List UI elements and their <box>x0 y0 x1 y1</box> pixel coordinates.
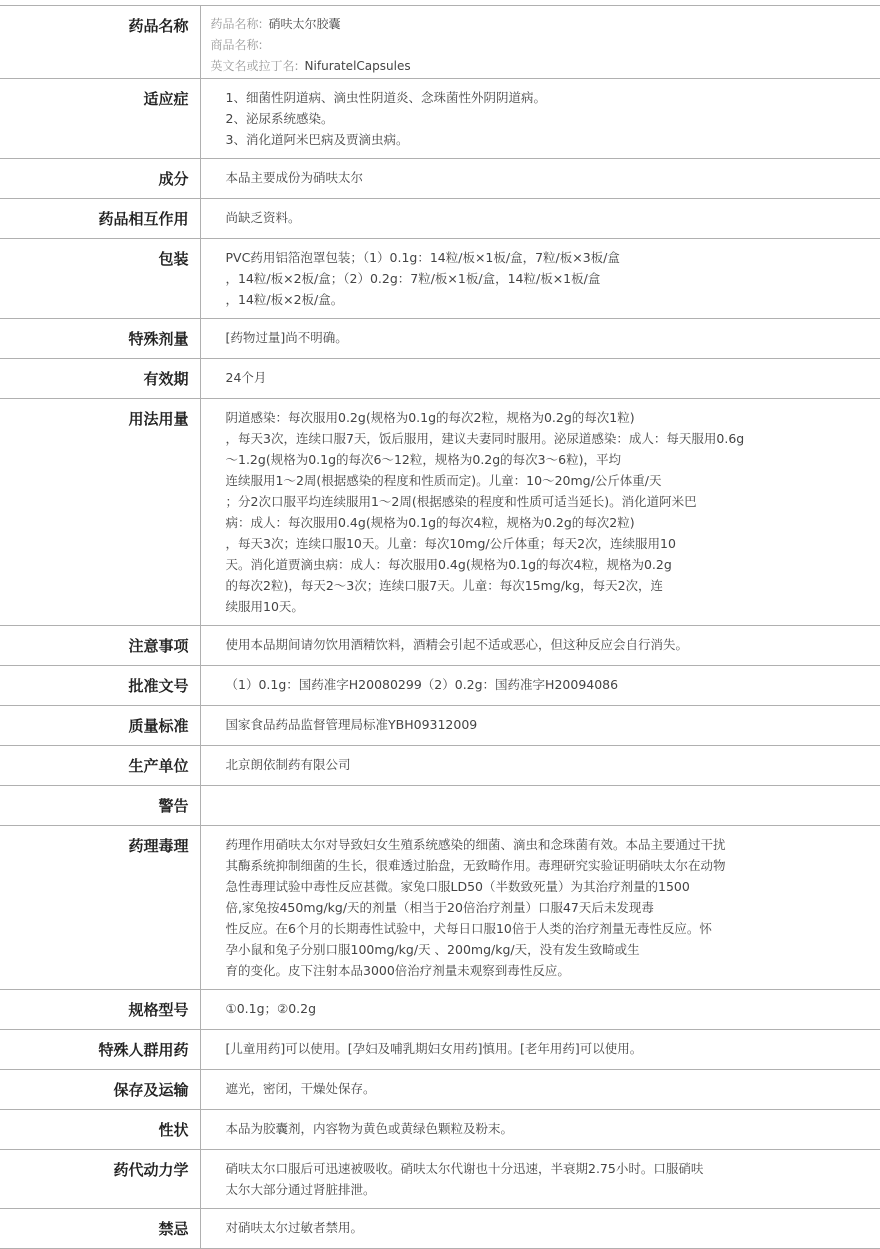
row-label: 性状 <box>0 1110 200 1150</box>
row-label: 注意事项 <box>0 626 200 666</box>
row-drug-name <box>0 6 880 79</box>
row-label: 适应症 <box>0 79 200 159</box>
value-line: 国家食品药品监督管理局标准YBH09312009 <box>225 717 478 732</box>
row-value <box>200 1070 880 1110</box>
table-row <box>0 706 880 746</box>
value-line: ；分2次口服平均连续服用1～2周(根据感染的程度和性质可适当延长)。消化道阿米巴 <box>225 494 697 509</box>
english-name-line <box>211 56 871 77</box>
value-line: 续服用10天。 <box>225 599 304 614</box>
table-row <box>0 1030 880 1070</box>
row-label: 特殊人群用药 <box>0 1030 200 1070</box>
trade-name-key: 商品名称: <box>210 38 263 52</box>
value-line: ，每天3次，连续口服7天，饭后服用，建议夫妻同时服用。泌尿道感染：成人：每天服用0.6g <box>225 431 745 446</box>
value-line: 3、消化道阿米巴病及贾滴虫病。 <box>225 132 409 147</box>
value-line: 北京朗依制药有限公司 <box>225 757 351 772</box>
table-row <box>0 826 880 990</box>
row-label: 批准文号 <box>0 666 200 706</box>
row-value <box>200 159 880 199</box>
row-value <box>200 666 880 706</box>
row-label: 有效期 <box>0 359 200 399</box>
table-row <box>0 319 880 359</box>
generic-name-line <box>211 14 871 35</box>
value-line: 阴道感染：每次服用0.2g(规格为0.1g的每次2粒，规格为0.2g的每次1粒) <box>225 410 635 425</box>
row-value <box>200 1150 880 1209</box>
value-line: 天。消化道贾滴虫病：成人：每次服用0.4g(规格为0.1g的每次4粒，规格为0.2g <box>225 557 672 572</box>
row-label: 特殊剂量 <box>0 319 200 359</box>
value-line: 硝呋太尔口服后可迅速被吸收。硝呋太尔代谢也十分迅速，半衰期2.75小时。口服硝呋 <box>225 1161 704 1176</box>
table-row <box>0 1110 880 1150</box>
row-label: 成分 <box>0 159 200 199</box>
row-label: 药品相互作用 <box>0 199 200 239</box>
value-line: 24个月 <box>225 370 267 385</box>
row-label: 药品名称 <box>0 6 200 79</box>
row-label: 药代动力学 <box>0 1150 200 1209</box>
english-name-value: NifuratelCapsules <box>304 59 411 73</box>
value-line: 病：成人：每次服用0.4g(规格为0.1g的每次4粒，规格为0.2g的每次2粒) <box>225 515 635 530</box>
row-value <box>200 319 880 359</box>
generic-name-key: 药品名称: <box>210 17 263 31</box>
table-row <box>0 1070 880 1110</box>
row-label: 质量标准 <box>0 706 200 746</box>
row-value <box>200 359 880 399</box>
table-row <box>0 746 880 786</box>
row-label: 包装 <box>0 239 200 319</box>
table-row <box>0 399 880 626</box>
value-line: ①0.1g；②0.2g <box>225 1001 317 1016</box>
row-label: 警告 <box>0 786 200 826</box>
trade-name-line <box>211 35 871 56</box>
value-line: 药理作用硝呋太尔对导致妇女生殖系统感染的细菌、滴虫和念珠菌有效。本品主要通过干扰 <box>225 837 726 852</box>
value-line: 性反应。在6个月的长期毒性试验中，犬每日口服10倍于人类的治疗剂量无毒性反应。怀 <box>225 921 712 936</box>
value-line: 使用本品期间请勿饮用酒精饮料，酒精会引起不适或恶心，但这种反应会自行消失。 <box>225 637 689 652</box>
value-line: 遮光，密闭，干燥处保存。 <box>225 1081 376 1096</box>
value-line: 本品主要成份为硝呋太尔 <box>225 170 364 185</box>
table-row <box>0 199 880 239</box>
value-line: 的每次2粒)，每天2～3次；连续口服7天。儿童：每次15mg/kg，每天2次，连 <box>225 578 664 593</box>
drug-info-table <box>0 5 880 1249</box>
row-label: 禁忌 <box>0 1209 200 1249</box>
row-value <box>200 79 880 159</box>
table-row <box>0 786 880 826</box>
row-value <box>200 1110 880 1150</box>
row-label: 药理毒理 <box>0 826 200 990</box>
value-line: 对硝呋太尔过敏者禁用。 <box>225 1220 364 1235</box>
row-value <box>200 399 880 626</box>
row-value <box>200 1030 880 1070</box>
value-line: 连续服用1～2周(根据感染的程度和性质而定)。儿童：10～20mg/公斤体重/天 <box>225 473 662 488</box>
value-line: [药物过量]尚不明确。 <box>225 330 348 345</box>
table-row <box>0 990 880 1030</box>
row-value <box>200 239 880 319</box>
row-label: 规格型号 <box>0 990 200 1030</box>
value-line: ，14粒/板×2板/盒；（2）0.2g：7粒/板×1板/盒，14粒/板×1板/盒 <box>225 271 601 286</box>
row-value <box>200 199 880 239</box>
generic-name-value: 硝呋太尔胶囊 <box>268 17 341 31</box>
row-label: 用法用量 <box>0 399 200 626</box>
value-line: ～1.2g(规格为0.1g的每次6～12粒，规格为0.2g的每次3～6粒)，平均 <box>225 452 621 467</box>
row-value <box>200 746 880 786</box>
value-line: 急性毒理试验中毒性反应甚微。家兔口服LD50（半数致死量）为其治疗剂量的1500 <box>225 879 690 894</box>
value-line: 太尔大部分通过肾脏排泄。 <box>225 1182 376 1197</box>
value-line: ，每天3次；连续口服10天。儿童：每次10mg/公斤体重；每天2次，连续服用10 <box>225 536 676 551</box>
row-value <box>200 626 880 666</box>
table-row <box>0 666 880 706</box>
value-line: 2、泌尿系统感染。 <box>225 111 334 126</box>
row-value <box>200 826 880 990</box>
value-line: 育的变化。皮下注射本品3000倍治疗剂量未观察到毒性反应。 <box>225 963 570 978</box>
table-row <box>0 1150 880 1209</box>
empty-value <box>226 794 871 808</box>
value-line: 倍,家兔按450mg/kg/天的剂量（相当于20倍治疗剂量）口服47天后未发现毒 <box>225 900 654 915</box>
value-line: （1）0.1g：国药准字H20080299（2）0.2g：国药准字H20094086 <box>225 677 619 692</box>
value-line: ，14粒/板×2板/盒。 <box>225 292 344 307</box>
value-line: 尚缺乏资料。 <box>225 210 301 225</box>
value-line: 1、细菌性阴道病、滴虫性阴道炎、念珠菌性外阴阴道病。 <box>225 90 546 105</box>
table-row <box>0 359 880 399</box>
table-row <box>0 1209 880 1249</box>
value-line: 本品为胶囊剂，内容物为黄色或黄绿色颗粒及粉末。 <box>225 1121 514 1136</box>
row-value <box>200 786 880 826</box>
row-label: 保存及运输 <box>0 1070 200 1110</box>
table-row <box>0 79 880 159</box>
table-row <box>0 159 880 199</box>
row-value <box>200 1209 880 1249</box>
table-row <box>0 626 880 666</box>
row-value <box>200 706 880 746</box>
value-line: PVC药用铝箔泡罩包装；（1）0.1g：14粒/板×1板/盒，7粒/板×3板/盒 <box>225 250 620 265</box>
drug-name-block <box>200 6 880 79</box>
value-line: 其酶系统抑制细菌的生长，很难透过胎盘，无致畸作用。毒理研究实验证明硝呋太尔在动物 <box>225 858 726 873</box>
row-label: 生产单位 <box>0 746 200 786</box>
value-line: 孕小鼠和兔子分别口服100mg/kg/天 、200mg/kg/天，没有发生致畸或生 <box>225 942 640 957</box>
value-line: [儿童用药]可以使用。[孕妇及哺乳期妇女用药]慎用。[老年用药]可以使用。 <box>225 1041 643 1056</box>
english-name-key: 英文名或拉丁名: <box>210 59 299 73</box>
row-value <box>200 990 880 1030</box>
table-row <box>0 239 880 319</box>
